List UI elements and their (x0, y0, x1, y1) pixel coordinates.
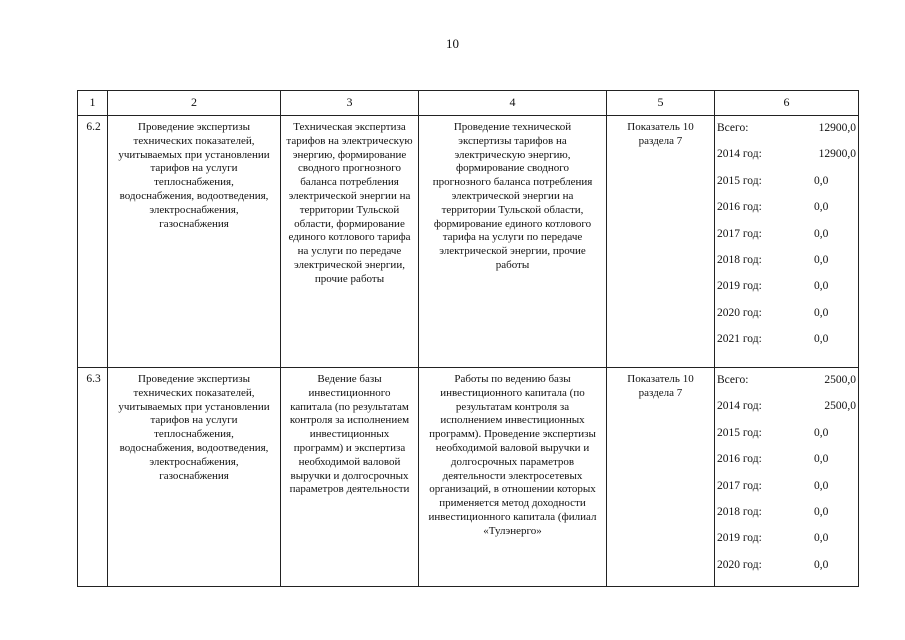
finance-row (717, 531, 856, 557)
task-name-cell (108, 116, 281, 368)
finance-row (717, 279, 856, 305)
finance-value: 0,0 (814, 426, 829, 439)
finance-value: 0,0 (814, 333, 829, 346)
row-number: 6.2 (78, 116, 108, 368)
finance-row (717, 227, 856, 253)
finance-label: 2016 год: (717, 201, 762, 214)
header-cell: 4 (419, 91, 607, 116)
finance-label: 2015 год: (717, 426, 762, 439)
header-cell: 2 (108, 91, 281, 116)
finance-label: 2019 год: (717, 532, 762, 545)
event-name-cell (281, 368, 419, 587)
finance-value: 12900,0 (818, 122, 856, 134)
finance-label: 2017 год: (717, 227, 762, 240)
finance-value: 2500,0 (824, 400, 856, 413)
task-name: Проведение экспертизы технических показателей, учитываемых при установлении тарифов на услуги теплоснабжения, водоснабжения, водоотведения, электроснабжения, газоснабжения (118, 373, 270, 482)
finance-value: 0,0 (814, 453, 829, 466)
finance-label: 2018 год: (717, 253, 762, 266)
table-row (78, 368, 859, 587)
row-number: 6.3 (78, 368, 108, 587)
finance-row (717, 399, 856, 425)
finance-row (717, 147, 856, 173)
finance-row (717, 452, 856, 478)
event-name: Техническая экспертиза тарифов на электрическую энергию, формирование сводного прогнозного баланса потребления электрической энергии на территории Тульской области, формирование единого котлового тарифа на услуги по передаче электрической энергии, прочие работы (286, 121, 413, 285)
finance-cell (715, 368, 859, 587)
finance-value: 0,0 (814, 479, 829, 492)
page-number: 10 (446, 36, 459, 51)
finance-value: 0,0 (814, 306, 829, 319)
finance-label: 2019 год: (717, 280, 762, 293)
finance-cell (715, 116, 859, 368)
table-row (78, 116, 859, 368)
indicator: Показатель 10 раздела 7 (627, 121, 694, 147)
description-cell (419, 116, 607, 368)
finance-value: 0,0 (814, 558, 829, 571)
finance-row (717, 306, 856, 332)
finance-value: 0,0 (814, 174, 829, 187)
header-row (78, 91, 859, 116)
indicator-cell (607, 368, 715, 587)
finance-value: 0,0 (814, 280, 829, 293)
finance-label: 2018 год: (717, 505, 762, 518)
finance-label: Всего: (717, 374, 749, 386)
header-cell: 6 (715, 91, 859, 116)
description: Работы по ведению базы инвестиционного капитала (по результатам контроля за исполнением инвестиционных программ). Проведение экспертизы необходимой валовой выручки и долгосрочных параметров деятельности электросетевых организаций, в отношении которых применяется метод доходности инвестиционного капитала (филиал «Тулэнерго» (428, 373, 597, 537)
finance-label: 2016 год: (717, 453, 762, 466)
finance-label: 2020 год: (717, 558, 762, 571)
task-name: Проведение экспертизы технических показателей, учитываемых при установлении тарифов на услуги теплоснабжения, водоснабжения, водоотведения, электроснабжения, газоснабжения (118, 121, 270, 230)
event-name: Ведение базы инвестиционного капитала (по результатам контроля за исполнением инвестиционных программ) и экспертиза необходимой валовой выручки и долгосрочных параметров деятельности (289, 373, 410, 496)
indicator: Показатель 10 раздела 7 (627, 373, 694, 399)
header-cell: 5 (607, 91, 715, 116)
finance-row (717, 505, 856, 531)
finance-row (717, 332, 856, 358)
finance-label: 2015 год: (717, 174, 762, 187)
indicator-cell (607, 116, 715, 368)
program-table (77, 90, 859, 587)
finance-value: 12900,0 (818, 148, 856, 161)
finance-label: 2020 год: (717, 306, 762, 319)
finance-row (717, 426, 856, 452)
finance-value: 0,0 (814, 201, 829, 214)
finance-label: 2014 год: (717, 400, 762, 413)
finance-row (717, 253, 856, 279)
finance-label: Всего: (717, 122, 749, 134)
event-name-cell (281, 116, 419, 368)
finance-row (717, 558, 856, 584)
finance-value: 0,0 (814, 505, 829, 518)
header-cell: 1 (78, 91, 108, 116)
description: Проведение технической экспертизы тарифов на электрическую энергию, формирование сводного прогнозного баланса потребления электрической энергии на территории Тульской области, формирование единого котлового тарифа на услуги по передаче электрической энергии, прочие работы (432, 121, 593, 271)
finance-value: 0,0 (814, 532, 829, 545)
finance-value: 2500,0 (824, 374, 856, 386)
finance-value: 0,0 (814, 253, 829, 266)
finance-row (717, 479, 856, 505)
finance-row (717, 373, 856, 399)
task-name-cell (108, 368, 281, 587)
finance-row (717, 174, 856, 200)
finance-label: 2014 год: (717, 148, 762, 161)
finance-row (717, 200, 856, 226)
finance-label: 2017 год: (717, 479, 762, 492)
finance-value: 0,0 (814, 227, 829, 240)
finance-row (717, 121, 856, 147)
finance-label: 2021 год: (717, 333, 762, 346)
header-cell: 3 (281, 91, 419, 116)
description-cell (419, 368, 607, 587)
